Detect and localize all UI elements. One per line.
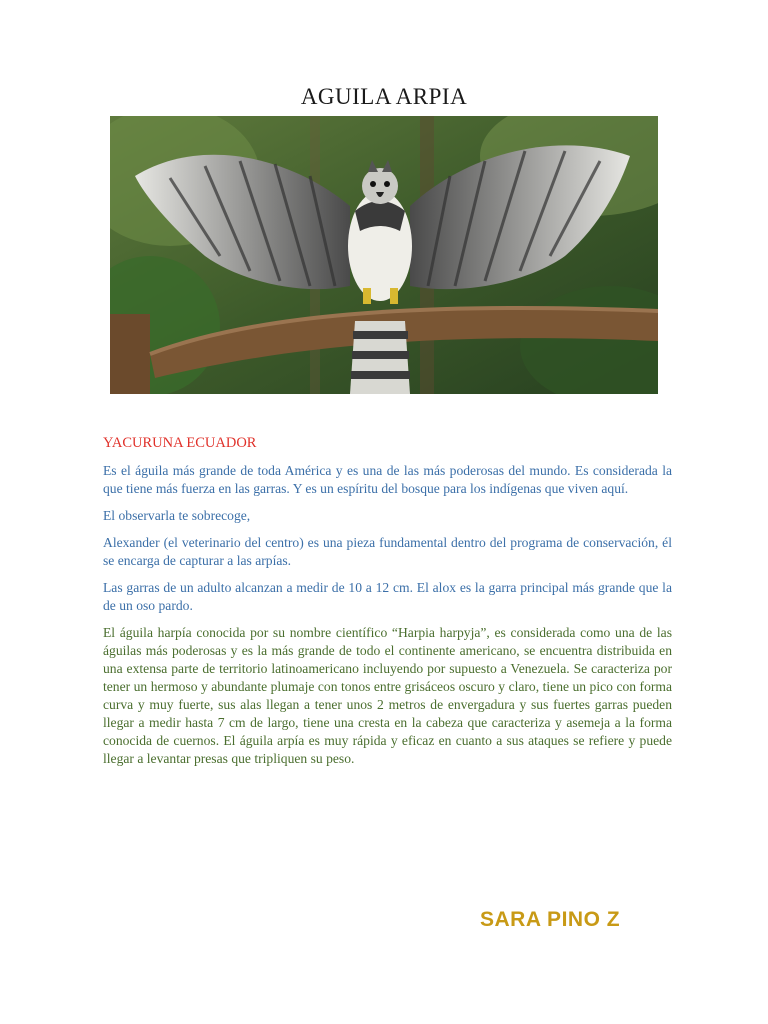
document-title: AGUILA ARPIA [300, 84, 468, 109]
paragraph: Es el águila más grande de toda América y es una de las más poderosas del mundo. Es considerada la que tiene más fuerza en las garras. Y es un espíritu del bosque para los indígenas que viven aquí. [103, 463, 672, 496]
article-body [103, 462, 672, 777]
location-subtitle: YACURUNA ECUADOR [103, 435, 257, 451]
harpy-eagle-photo [110, 116, 658, 394]
author-name: SARA PINO Z [480, 908, 621, 931]
paragraph: El observarla te sobrecoge, [103, 508, 251, 523]
paragraph: Alexander (el veterinario del centro) es una pieza fundamental dentro del programa de conservación, él se encarga de capturar a las arpías. [103, 535, 672, 568]
paragraph: Las garras de un adulto alcanzan a medir de 10 a 12 cm. El alox es la garra principal más grande que la de un oso pardo. [103, 580, 672, 613]
paragraph: El águila harpía conocida por su nombre científico “Harpia harpyja”, es considerada como una de las águilas más poderosas y es la más grande de todo el continente americano, se encuentra distribuida en una extensa parte de territorio latinoamericano incluyendo por supuesto a Venezuela. Se caracteriza por tener un hermoso y abundante plumaje con tonos entre grisáceos oscuro y claro, tiene un pico con forma curva y muy fuerte, sus alas llegan a tener unos 2 metros de envergadura y sus fuertes garras pueden llegar a medir hasta 7 cm de largo, tiene una cresta en la cabeza que caracteriza y asemeja a la forma conocida de cuernos. El águila arpía es muy rápida y eficaz en cuanto a sus ataques se refiere y puede llegar a levantar presas que tripliquen su peso. [103, 625, 672, 766]
